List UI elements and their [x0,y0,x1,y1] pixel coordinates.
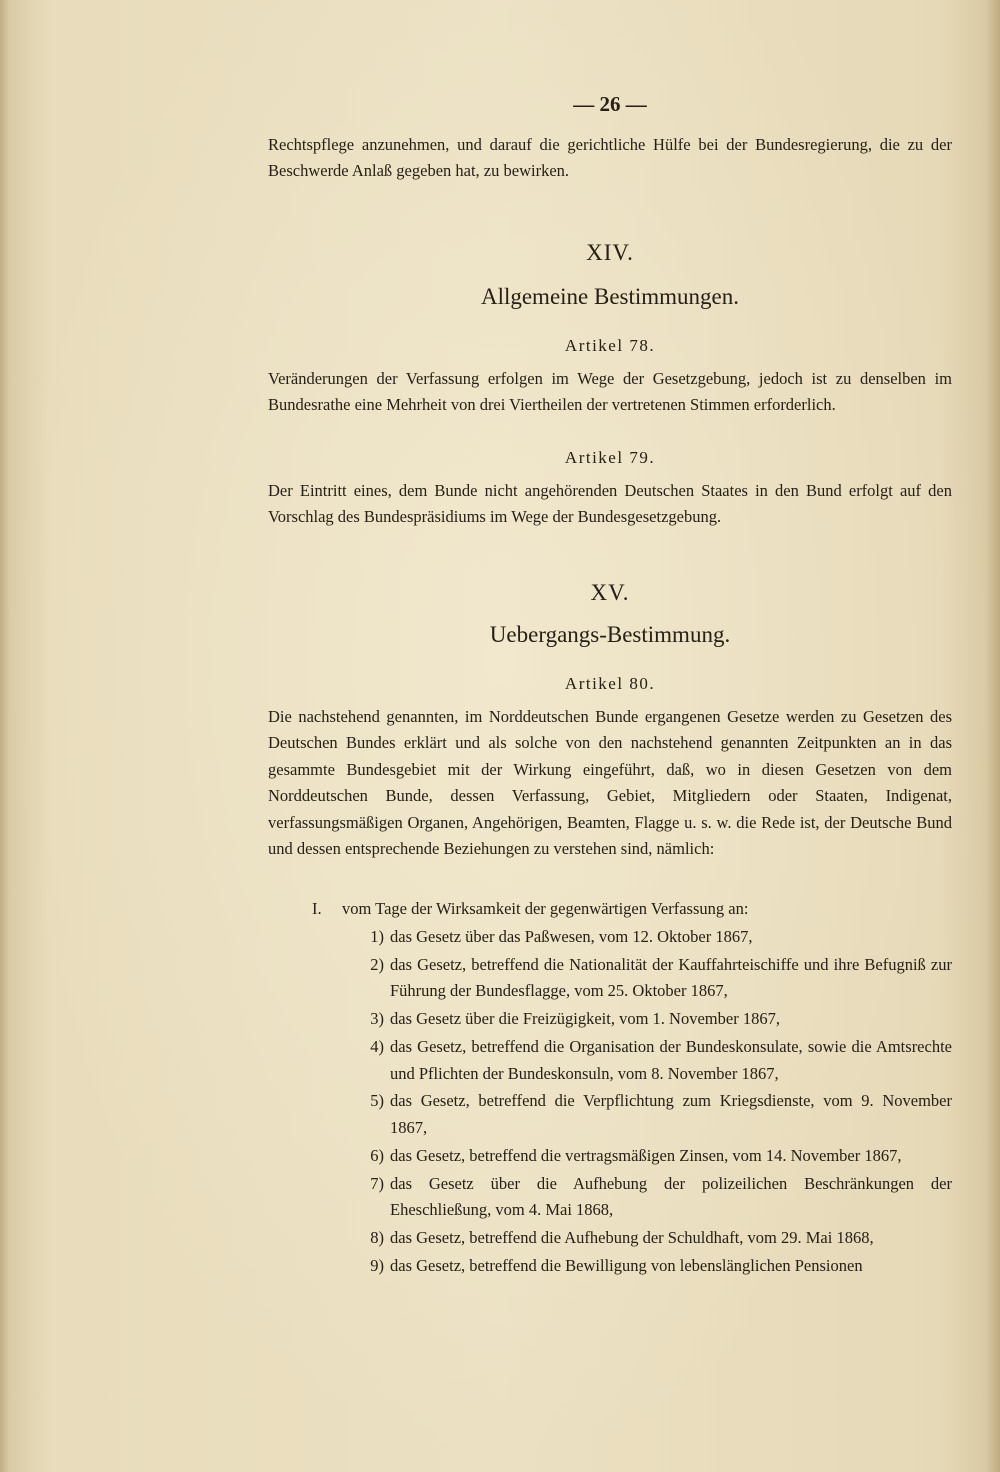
page-edge-left [0,0,10,1472]
list-intro-text: vom Tage der Wirksamkeit der gegenwärtigen Verfassung an: [342,899,749,918]
article-80-heading: Artikel 80. [564,674,656,693]
page-edge-right [986,0,1000,1472]
page-number: — 26 — [573,92,647,116]
article-78-text: Veränderungen der Verfassung erfolgen im Wege der Gesetzgebung, jedoch ist zu denselben im Bundesrathe eine Mehrheit von drei Viertheilen der vertretenen Stimmen erforderlich. [268,369,952,415]
list-item [340,1088,952,1141]
list-item-number: 1) [370,927,384,946]
list-item [340,952,952,1005]
list-item [340,1171,952,1224]
list-item-text: das Gesetz, betreffend die Verpflichtung zum Kriegsdienste, vom 9. November 1867, [390,1091,952,1137]
list-item-text: das Gesetz, betreffend die Aufhebung der Schuldhaft, vom 29. Mai 1868, [390,1227,874,1247]
list-item-number: 8) [370,1227,384,1247]
list-item [340,1225,952,1251]
section-xv-numeral: XV. [590,580,630,605]
article-80-text: Die nachstehend genannten, im Norddeutschen Bunde ergangenen Gesetze werden zu Gesetzen des Deutschen Bundes erklärt und als solche von den nachstehend genannten Zeitpunkten an in das gesammte Bundesgebiet mit der Wirkung eingeführt, daß, wo in diesen Gesetzen von dem Norddeutschen Bunde, dessen Verfassung, Gebiet, Mitgliedern oder Staaten, Indigenat, verfassungsmäßigen Organen, Angehörigen, Beamten, Flagge u. s. w. die Rede ist, der Deutsche Bund und dessen entsprechende Beziehungen zu verstehen sind, nämlich: [268,707,952,859]
list-item-number: 6) [370,1145,384,1165]
list-item-number: 4) [370,1037,384,1057]
section-xiv-numeral: XIV. [586,240,634,265]
list-item-text: das Gesetz, betreffend die Bewilligung von lebenslänglichen Pensionen [390,1255,863,1275]
section-xv-title: Uebergangs-Bestimmung. [489,622,731,647]
list-item-text: das Gesetz, betreffend die vertragsmäßigen Zinsen, vom 14. November 1867, [390,1145,902,1165]
article-78-heading: Artikel 78. [564,336,656,355]
list-item [340,1253,952,1279]
list-item-number: 3) [370,1009,384,1029]
list-numeral: I. [312,899,322,918]
law-list [340,924,952,1281]
list-item-number: 5) [370,1091,384,1111]
list-intro [312,896,952,922]
list-item-text: das Gesetz über die Aufhebung der polizeilichen Beschränkungen der Eheschließung, vom 4. Mai 1868, [390,1173,952,1220]
list-item-text: das Gesetz über die Freizügigkeit, vom 1. November 1867, [390,1009,780,1029]
article-79-heading: Artikel 79. [564,448,656,467]
list-item [340,1143,952,1169]
section-xiv-title: Allgemeine Bestimmungen. [480,284,740,309]
article-79-text: Der Eintritt eines, dem Bunde nicht angehörenden Deutschen Staates in den Bund erfolgt auf den Vorschlag des Bundespräsidiums im Wege der Bundesgesetzgebung. [268,481,952,527]
list-item-text: das Gesetz, betreffend die Nationalität der Kauffahrteischiffe und ihre Befugniß zur Führung der Bundesflagge, vom 25. Oktober 1867, [390,954,952,1001]
list-item-number: 7) [370,1173,384,1193]
intro-paragraph: Rechtspflege anzunehmen, und darauf die gerichtliche Hülfe bei der Bundesregierung, die zu der Beschwerde Anlaß gegeben hat, zu bewirken. [268,135,952,181]
list-item [340,924,952,950]
list-item-text: das Gesetz, betreffend die Organisation der Bundeskonsulate, sowie die Amtsrechte und Pflichten der Bundeskonsuln, vom 8. November 1867, [390,1037,952,1083]
list-item [340,1034,952,1087]
list-item [340,1006,952,1032]
list-item-number: 2) [370,954,384,974]
list-item-text: das Gesetz über das Paßwesen, vom 12. Oktober 1867, [390,927,753,946]
list-item-number: 9) [370,1255,384,1275]
